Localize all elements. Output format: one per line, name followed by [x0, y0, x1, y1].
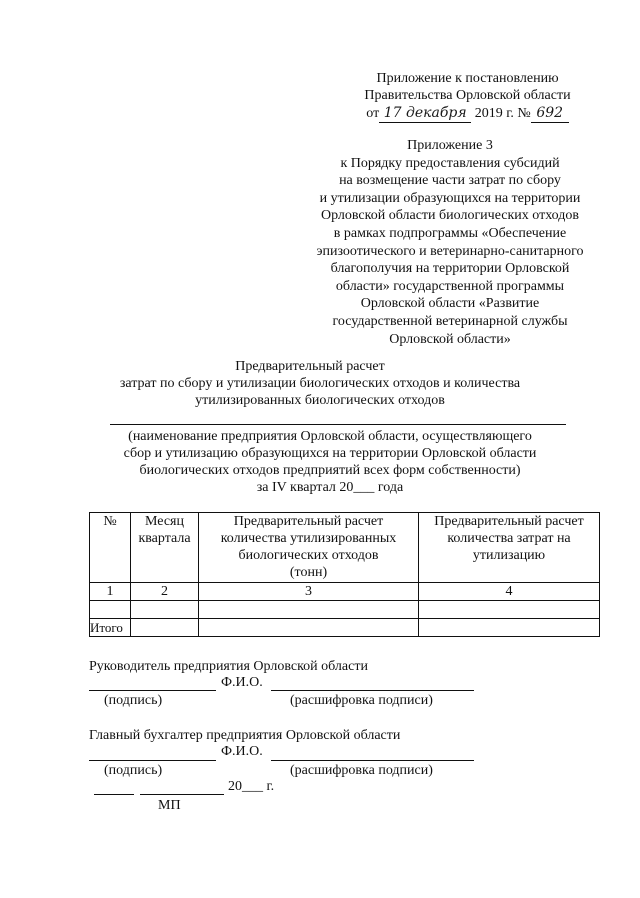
appendix-line: на возмещение части затрат по сбору — [339, 173, 561, 189]
document-title — [60, 358, 580, 409]
appendix-line: Орловской области «Развитие — [360, 296, 540, 312]
title-line-3: утилизированных биологических отходов — [195, 393, 445, 408]
enterprise-note — [90, 428, 570, 496]
accountant-decode-caption: (расшифровка подписи) — [290, 763, 433, 778]
header-from: от — [366, 106, 380, 121]
calculation-table — [89, 512, 600, 637]
header-line-2: Правительства Орловской области — [364, 88, 571, 103]
enterprise-name-blank — [110, 424, 566, 425]
enterprise-note-line-2: сбор и утилизацию образующихся на территории Орловской области — [123, 446, 537, 461]
head-title: Руководитель предприятия Орловской области — [89, 659, 368, 674]
table-cell — [131, 601, 199, 619]
table-cell: 4 — [419, 583, 600, 601]
header-number: № — [90, 513, 131, 583]
header-block — [350, 70, 585, 123]
appendix-line: Приложение 3 — [407, 138, 493, 153]
appendix-line: и утилизации образующихся на территории — [319, 190, 581, 206]
total-label: Итого — [90, 619, 131, 637]
accountant-signature-line — [89, 760, 216, 761]
stamp-place: МП — [158, 798, 181, 813]
appendix-line: области» государственной программы — [335, 278, 565, 294]
header-year: 2019 г. № — [474, 106, 531, 121]
appendix-line: Орловской области биологических отходов — [320, 208, 580, 224]
date-day-blank — [94, 794, 134, 795]
appendix-line: Орловской области» — [389, 331, 511, 347]
table-cell — [90, 601, 131, 619]
quarter-period: за IV квартал 20___ года — [256, 480, 404, 495]
header-month: Месяц квартала — [131, 513, 199, 583]
head-signature-line — [89, 690, 216, 691]
enterprise-note-line-3: биологических отходов предприятий всех форм собственности) — [139, 463, 521, 478]
head-decode-caption: (расшифровка подписи) — [290, 693, 433, 708]
header-quantity: Предварительный расчет количества утилизированных биологических отходов (тонн) — [199, 513, 419, 583]
table-cell — [131, 619, 199, 637]
table-cell: 2 — [131, 583, 199, 601]
header-line-1: Приложение к постановлению — [376, 71, 559, 86]
appendix-line: в рамках подпрограммы «Обеспечение — [333, 225, 567, 241]
accountant-fio-line — [271, 760, 474, 761]
enterprise-note-line-1: (наименование предприятия Орловской области, осуществляющего — [128, 429, 532, 444]
date-year-suffix: 20___ г. — [228, 779, 275, 794]
table-cell — [419, 601, 600, 619]
head-sign-caption: (подпись) — [104, 693, 163, 708]
appendix-line: эпизоотического и ветеринарно-санитарного — [316, 243, 584, 259]
accountant-title: Главный бухгалтер предприятия Орловской области — [89, 728, 401, 743]
appendix-block — [300, 137, 600, 348]
table-header-row — [90, 513, 600, 583]
appendix-line: государственной ветеринарной службы — [332, 313, 568, 329]
table-cell — [199, 619, 419, 637]
table-cell — [419, 619, 600, 637]
title-line-2: затрат по сбору и утилизации биологических отходов и количества — [119, 376, 521, 391]
handwritten-number: 692 — [531, 105, 569, 123]
table-cell — [199, 601, 419, 619]
table-total-row — [90, 619, 600, 637]
header-date-line — [350, 105, 585, 123]
handwritten-date: 17 декабря — [379, 105, 471, 123]
head-fio-label: Ф.И.О. — [221, 675, 263, 690]
accountant-fio-label: Ф.И.О. — [221, 744, 263, 759]
table-cell: 3 — [199, 583, 419, 601]
table-cell: 1 — [90, 583, 131, 601]
appendix-line: к Порядку предоставления субсидий — [340, 155, 560, 171]
appendix-line: благополучия на территории Орловской — [330, 261, 570, 277]
title-line-1: Предварительный расчет — [235, 359, 385, 374]
table-row — [90, 601, 600, 619]
table-numbers-row — [90, 583, 600, 601]
head-fio-line — [271, 690, 474, 691]
date-month-blank — [140, 794, 224, 795]
header-costs: Предварительный расчет количества затрат на утилизацию — [419, 513, 600, 583]
accountant-sign-caption: (подпись) — [104, 763, 163, 778]
